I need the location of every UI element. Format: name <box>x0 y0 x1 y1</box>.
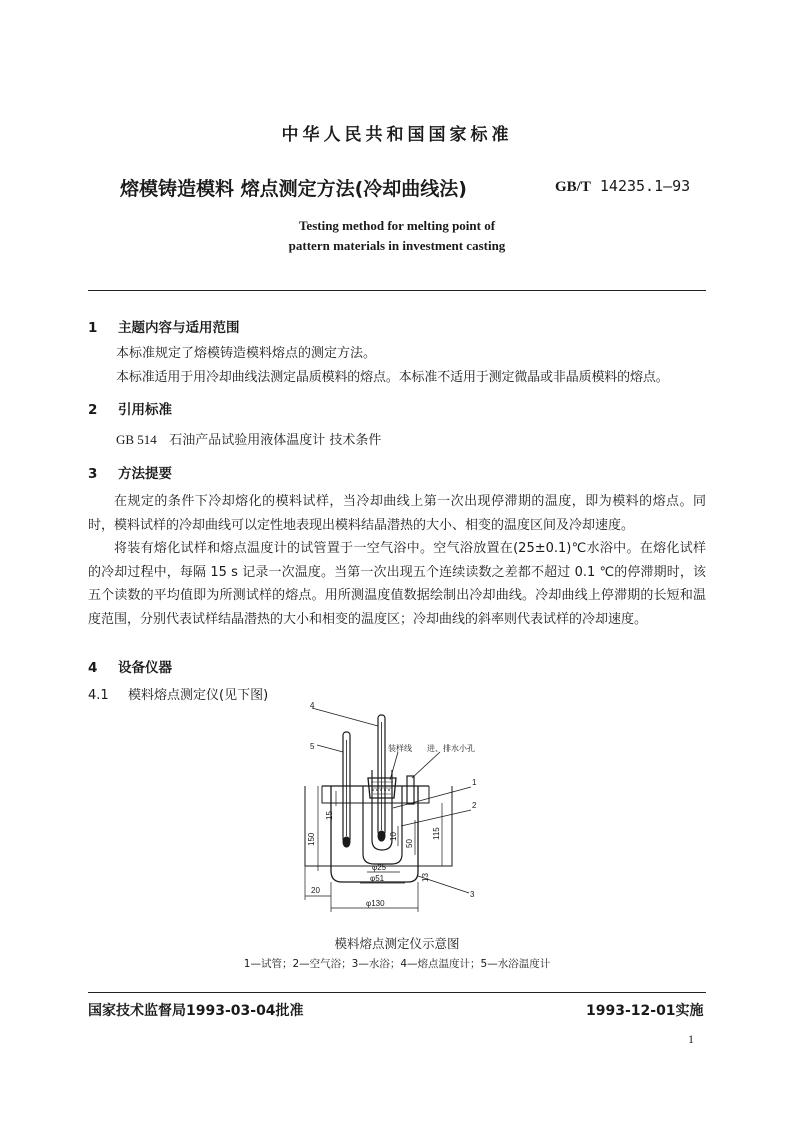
dim-phi51: φ51 <box>370 874 385 883</box>
section-3-paragraph-2: 将装有熔化试样和熔点温度计的试管置于一空气浴中。空气浴放置在(25±0.1)℃水浴中。在熔化试样的冷却过程中，每隔 15 s 记录一次温度。当第一次出现五个连续读数之差都不超过 0.1 ℃的停滞期时，该五个读数的平均值即为所测试样的熔点。用所测温度值数据绘制出冷却曲线。冷却曲线上停滞期的长短和温度范围，分别代表试样结晶潜热的大小和相变的温度区；冷却曲线的斜率则代表试样的冷却速度。 <box>88 541 706 627</box>
section-2-number: 2 <box>88 402 98 418</box>
reference-code: GB 514 <box>116 432 157 447</box>
page-number: 1 <box>688 1032 694 1046</box>
section-4-number: 4 <box>88 660 98 676</box>
figure-legend: 1—试管；2—空气浴；3—水浴；4—熔点温度计；5—水浴温度计 <box>243 958 551 970</box>
dim-phi25: φ25 <box>372 863 387 872</box>
standard-prefix: GB/T <box>555 179 591 195</box>
melting-point-apparatus-diagram <box>290 698 530 930</box>
subsection-4-1 <box>88 684 268 707</box>
standard-code <box>555 177 690 196</box>
callout-5: 5 <box>310 742 315 751</box>
dim-13: 13 <box>421 873 430 882</box>
section-3-heading <box>88 462 172 482</box>
dim-20: 20 <box>311 886 320 895</box>
subsection-4-1-number: 4.1 <box>88 688 109 703</box>
section-1-heading <box>88 316 240 336</box>
water-bath-lid <box>322 786 429 803</box>
footer-rule <box>88 992 706 993</box>
dim-115: 115 <box>432 827 441 840</box>
dim-phi130: φ130 <box>366 899 385 908</box>
callout-1: 1 <box>472 778 477 787</box>
effective-date: 1993-12-01实施 <box>586 1003 704 1019</box>
standard-title-en-line1: Testing method for melting point of <box>298 218 496 233</box>
section-4-heading <box>88 656 172 676</box>
country-standard-title: 中华人民共和国国家标准 <box>281 125 513 145</box>
figure-caption: 模料熔点测定仪示意图 <box>334 936 460 951</box>
standard-title-cn: 熔模铸造模料 熔点测定方法(冷却曲线法) <box>120 178 467 200</box>
water-bath-thermometer-bulb <box>343 837 350 847</box>
section-1-paragraph-2: 本标准适用于用冷却曲线法测定晶质模料的熔点。本标准不适用于测定微晶或非晶质模料的熔点。 <box>116 370 669 385</box>
inlet-outlet-tube <box>407 776 414 804</box>
section-1-title: 主题内容与适用范围 <box>118 320 240 336</box>
approval-date: 国家技术监督局1993-03-04批准 <box>88 1003 304 1019</box>
dim-10: 10 <box>389 832 398 841</box>
inlet-outlet-label: 进、排水小孔 <box>427 744 475 753</box>
header-rule <box>88 290 706 291</box>
section-3-title: 方法提要 <box>118 466 172 482</box>
section-2-title: 引用标准 <box>118 402 172 418</box>
callout-3: 3 <box>470 890 475 899</box>
reference-title: 石油产品试验用液体温度计 技术条件 <box>169 433 382 448</box>
section-3-paragraph-1: 在规定的条件下冷却熔化的模料试样，当冷却曲线上第一次出现停滞期的温度，即为模料的熔点。同时，模料试样的冷却曲线可以定性地表现出模料结晶潜热的大小、相变的温度区间及冷却速度。 <box>88 494 706 533</box>
section-3-number: 3 <box>88 466 98 482</box>
standard-title-en-line2: pattern materials in investment casting <box>288 238 506 253</box>
section-1-paragraph-1: 本标准规定了熔模铸造模料熔点的测定方法。 <box>116 346 377 361</box>
subsection-4-1-title: 模料熔点测定仪(见下图) <box>128 688 269 703</box>
dim-150: 150 <box>307 832 316 846</box>
section-4-title: 设备仪器 <box>118 660 172 676</box>
section-2-heading <box>88 398 172 418</box>
dim-50: 50 <box>405 839 414 848</box>
callout-4: 4 <box>310 701 315 710</box>
melting-point-thermometer-bulb <box>378 831 385 841</box>
section-1-number: 1 <box>88 320 98 336</box>
dim-15: 15 <box>325 811 334 820</box>
fill-line-label: 装样线 <box>388 744 412 753</box>
standard-number: 14235.1—93 <box>599 177 691 195</box>
callout-2: 2 <box>472 801 477 810</box>
reference-item <box>116 428 381 452</box>
